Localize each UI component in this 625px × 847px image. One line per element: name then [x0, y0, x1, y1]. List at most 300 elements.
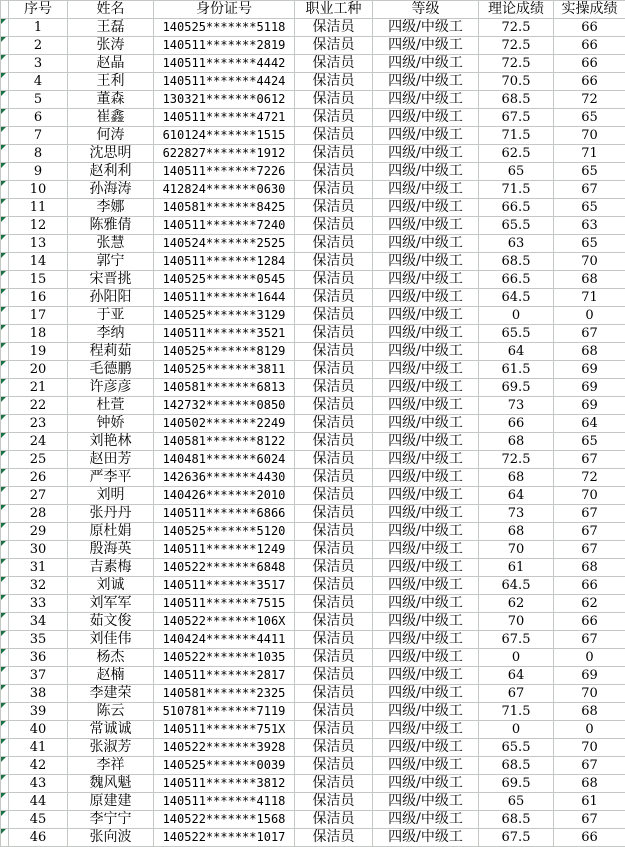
cell-name[interactable]: 许彦彦	[68, 379, 154, 397]
cell-name[interactable]: 李娜	[68, 199, 154, 217]
cell-index[interactable]: 45	[9, 811, 68, 829]
cell-occupation[interactable]: 保洁员	[295, 523, 373, 541]
cell-practical-score[interactable]: 66	[554, 37, 625, 55]
cell-id-number[interactable]: 140511*******1249	[154, 541, 295, 559]
error-indicator-cell[interactable]	[1, 685, 9, 703]
cell-level[interactable]: 四级/中级工	[373, 235, 479, 253]
cell-index[interactable]: 37	[9, 667, 68, 685]
cell-index[interactable]: 18	[9, 325, 68, 343]
cell-index[interactable]: 9	[9, 163, 68, 181]
cell-theory-score[interactable]: 68.5	[479, 811, 554, 829]
cell-theory-score[interactable]: 72.5	[479, 37, 554, 55]
cell-practical-score[interactable]: 67	[554, 181, 625, 199]
cell-occupation[interactable]: 保洁员	[295, 757, 373, 775]
cell-theory-score[interactable]: 73	[479, 505, 554, 523]
cell-theory-score[interactable]: 69.5	[479, 775, 554, 793]
cell-occupation[interactable]: 保洁员	[295, 91, 373, 109]
cell-id-number[interactable]: 140522*******6848	[154, 559, 295, 577]
cell-index[interactable]: 20	[9, 361, 68, 379]
cell-id-number[interactable]: 140522*******1017	[154, 829, 295, 847]
cell-id-number[interactable]: 140581*******8425	[154, 199, 295, 217]
cell-practical-score[interactable]: 66	[554, 55, 625, 73]
cell-occupation[interactable]: 保洁员	[295, 469, 373, 487]
cell-name[interactable]: 郭宁	[68, 253, 154, 271]
cell-theory-score[interactable]: 72.5	[479, 19, 554, 37]
cell-occupation[interactable]: 保洁员	[295, 37, 373, 55]
col-header-occupation[interactable]: 职业工种	[295, 1, 373, 19]
cell-level[interactable]: 四级/中级工	[373, 379, 479, 397]
cell-occupation[interactable]: 保洁员	[295, 433, 373, 451]
cell-theory-score[interactable]: 64	[479, 343, 554, 361]
cell-index[interactable]: 25	[9, 451, 68, 469]
cell-occupation[interactable]: 保洁员	[295, 199, 373, 217]
cell-occupation[interactable]: 保洁员	[295, 181, 373, 199]
cell-theory-score[interactable]: 67	[479, 685, 554, 703]
cell-practical-score[interactable]: 65	[554, 235, 625, 253]
cell-theory-score[interactable]: 70	[479, 613, 554, 631]
cell-practical-score[interactable]: 65	[554, 199, 625, 217]
cell-id-number[interactable]: 142636*******4430	[154, 469, 295, 487]
cell-practical-score[interactable]: 66	[554, 577, 625, 595]
error-indicator-cell[interactable]	[1, 829, 9, 847]
cell-index[interactable]: 29	[9, 523, 68, 541]
cell-name[interactable]: 刘艳林	[68, 433, 154, 451]
cell-theory-score[interactable]: 70.5	[479, 73, 554, 91]
cell-theory-score[interactable]: 71.5	[479, 181, 554, 199]
cell-name[interactable]: 程莉茹	[68, 343, 154, 361]
error-indicator-cell[interactable]	[1, 55, 9, 73]
cell-practical-score[interactable]: 68	[554, 775, 625, 793]
cell-practical-score[interactable]: 67	[554, 451, 625, 469]
cell-index[interactable]: 32	[9, 577, 68, 595]
cell-theory-score[interactable]: 71.5	[479, 703, 554, 721]
cell-name[interactable]: 严李平	[68, 469, 154, 487]
cell-occupation[interactable]: 保洁员	[295, 271, 373, 289]
error-indicator-cell[interactable]	[1, 397, 9, 415]
cell-occupation[interactable]: 保洁员	[295, 19, 373, 37]
cell-index[interactable]: 38	[9, 685, 68, 703]
cell-name[interactable]: 李建荣	[68, 685, 154, 703]
cell-level[interactable]: 四级/中级工	[373, 523, 479, 541]
cell-theory-score[interactable]: 62	[479, 595, 554, 613]
cell-occupation[interactable]: 保洁员	[295, 793, 373, 811]
cell-practical-score[interactable]: 72	[554, 469, 625, 487]
cell-practical-score[interactable]: 70	[554, 685, 625, 703]
cell-level[interactable]: 四级/中级工	[373, 487, 479, 505]
cell-index[interactable]: 24	[9, 433, 68, 451]
cell-practical-score[interactable]: 67	[554, 757, 625, 775]
cell-theory-score[interactable]: 65	[479, 793, 554, 811]
cell-theory-score[interactable]: 67.5	[479, 631, 554, 649]
cell-name[interactable]: 李祥	[68, 757, 154, 775]
cell-index[interactable]: 41	[9, 739, 68, 757]
cell-level[interactable]: 四级/中级工	[373, 127, 479, 145]
cell-name[interactable]: 陈云	[68, 703, 154, 721]
cell-level[interactable]: 四级/中级工	[373, 775, 479, 793]
cell-id-number[interactable]: 140525*******5118	[154, 19, 295, 37]
cell-index[interactable]: 8	[9, 145, 68, 163]
cell-name[interactable]: 张慧	[68, 235, 154, 253]
error-indicator-cell[interactable]	[1, 145, 9, 163]
error-indicator-cell[interactable]	[1, 217, 9, 235]
cell-theory-score[interactable]: 61.5	[479, 361, 554, 379]
cell-theory-score[interactable]: 64	[479, 667, 554, 685]
error-indicator-cell[interactable]	[1, 199, 9, 217]
error-indicator-cell[interactable]	[1, 289, 9, 307]
error-indicator-cell[interactable]	[1, 595, 9, 613]
cell-name[interactable]: 王磊	[68, 19, 154, 37]
cell-theory-score[interactable]: 72.5	[479, 451, 554, 469]
cell-index[interactable]: 5	[9, 91, 68, 109]
error-indicator-cell[interactable]	[1, 577, 9, 595]
cell-level[interactable]: 四级/中级工	[373, 19, 479, 37]
error-indicator-cell[interactable]	[1, 631, 9, 649]
cell-id-number[interactable]: 140511*******4424	[154, 73, 295, 91]
cell-practical-score[interactable]: 65	[554, 433, 625, 451]
error-indicator-cell[interactable]	[1, 325, 9, 343]
cell-index[interactable]: 27	[9, 487, 68, 505]
cell-theory-score[interactable]: 66	[479, 415, 554, 433]
cell-level[interactable]: 四级/中级工	[373, 163, 479, 181]
error-indicator-cell[interactable]	[1, 649, 9, 667]
cell-name[interactable]: 原杜娟	[68, 523, 154, 541]
cell-level[interactable]: 四级/中级工	[373, 73, 479, 91]
cell-index[interactable]: 16	[9, 289, 68, 307]
cell-id-number[interactable]: 140511*******4442	[154, 55, 295, 73]
cell-theory-score[interactable]: 68.5	[479, 757, 554, 775]
cell-name[interactable]: 殷海英	[68, 541, 154, 559]
cell-level[interactable]: 四级/中级工	[373, 829, 479, 847]
cell-occupation[interactable]: 保洁员	[295, 127, 373, 145]
cell-name[interactable]: 刘佳伟	[68, 631, 154, 649]
cell-level[interactable]: 四级/中级工	[373, 631, 479, 649]
cell-level[interactable]: 四级/中级工	[373, 415, 479, 433]
cell-id-number[interactable]: 140525*******3129	[154, 307, 295, 325]
cell-index[interactable]: 42	[9, 757, 68, 775]
cell-id-number[interactable]: 140511*******6866	[154, 505, 295, 523]
cell-name[interactable]: 赵晶	[68, 55, 154, 73]
col-header-theory-score[interactable]: 理论成绩	[479, 1, 554, 19]
cell-index[interactable]: 36	[9, 649, 68, 667]
cell-occupation[interactable]: 保洁员	[295, 685, 373, 703]
cell-index[interactable]: 34	[9, 613, 68, 631]
cell-index[interactable]: 1	[9, 19, 68, 37]
cell-index[interactable]: 19	[9, 343, 68, 361]
error-indicator-cell[interactable]	[1, 775, 9, 793]
cell-id-number[interactable]: 140581*******6813	[154, 379, 295, 397]
cell-practical-score[interactable]: 68	[554, 703, 625, 721]
cell-index[interactable]: 17	[9, 307, 68, 325]
cell-index[interactable]: 12	[9, 217, 68, 235]
cell-occupation[interactable]: 保洁员	[295, 505, 373, 523]
cell-id-number[interactable]: 140524*******2525	[154, 235, 295, 253]
cell-practical-score[interactable]: 70	[554, 127, 625, 145]
cell-theory-score[interactable]: 62.5	[479, 145, 554, 163]
cell-occupation[interactable]: 保洁员	[295, 487, 373, 505]
cell-theory-score[interactable]: 0	[479, 721, 554, 739]
cell-occupation[interactable]: 保洁员	[295, 343, 373, 361]
error-indicator-cell[interactable]	[1, 73, 9, 91]
error-indicator-cell[interactable]	[1, 253, 9, 271]
cell-id-number[interactable]: 140426*******2010	[154, 487, 295, 505]
cell-occupation[interactable]: 保洁员	[295, 55, 373, 73]
cell-practical-score[interactable]: 72	[554, 91, 625, 109]
cell-index[interactable]: 13	[9, 235, 68, 253]
cell-name[interactable]: 陈雅倩	[68, 217, 154, 235]
cell-practical-score[interactable]: 67	[554, 523, 625, 541]
cell-name[interactable]: 茹文俊	[68, 613, 154, 631]
cell-occupation[interactable]: 保洁员	[295, 451, 373, 469]
cell-occupation[interactable]: 保洁员	[295, 541, 373, 559]
cell-practical-score[interactable]: 61	[554, 793, 625, 811]
error-indicator-cell[interactable]	[1, 379, 9, 397]
error-indicator-cell[interactable]	[1, 757, 9, 775]
cell-level[interactable]: 四级/中级工	[373, 613, 479, 631]
error-indicator-cell[interactable]	[1, 541, 9, 559]
cell-level[interactable]: 四级/中级工	[373, 199, 479, 217]
cell-index[interactable]: 6	[9, 109, 68, 127]
cell-index[interactable]: 23	[9, 415, 68, 433]
cell-id-number[interactable]: 140511*******1644	[154, 289, 295, 307]
col-header-level[interactable]: 等级	[373, 1, 479, 19]
error-indicator-cell[interactable]	[1, 721, 9, 739]
cell-id-number[interactable]: 140522*******1568	[154, 811, 295, 829]
cell-name[interactable]: 原建建	[68, 793, 154, 811]
col-header-index[interactable]: 序号	[9, 1, 68, 19]
cell-occupation[interactable]: 保洁员	[295, 235, 373, 253]
cell-theory-score[interactable]: 0	[479, 307, 554, 325]
cell-name[interactable]: 刘军军	[68, 595, 154, 613]
cell-level[interactable]: 四级/中级工	[373, 469, 479, 487]
cell-name[interactable]: 吉素梅	[68, 559, 154, 577]
cell-occupation[interactable]: 保洁员	[295, 361, 373, 379]
error-indicator-cell[interactable]	[1, 127, 9, 145]
cell-practical-score[interactable]: 67	[554, 541, 625, 559]
cell-index[interactable]: 43	[9, 775, 68, 793]
cell-practical-score[interactable]: 69	[554, 667, 625, 685]
cell-name[interactable]: 崔鑫	[68, 109, 154, 127]
cell-theory-score[interactable]: 67.5	[479, 829, 554, 847]
cell-name[interactable]: 赵利利	[68, 163, 154, 181]
cell-name[interactable]: 毛德鹏	[68, 361, 154, 379]
cell-theory-score[interactable]: 65	[479, 163, 554, 181]
error-indicator-cell[interactable]	[1, 181, 9, 199]
cell-level[interactable]: 四级/中级工	[373, 577, 479, 595]
cell-index[interactable]: 46	[9, 829, 68, 847]
cell-id-number[interactable]: 140511*******1284	[154, 253, 295, 271]
cell-id-number[interactable]: 140511*******2819	[154, 37, 295, 55]
cell-level[interactable]: 四级/中级工	[373, 541, 479, 559]
cell-index[interactable]: 22	[9, 397, 68, 415]
cell-index[interactable]: 26	[9, 469, 68, 487]
cell-theory-score[interactable]: 67.5	[479, 109, 554, 127]
cell-id-number[interactable]: 140511*******3521	[154, 325, 295, 343]
cell-name[interactable]: 张丹丹	[68, 505, 154, 523]
cell-name[interactable]: 王利	[68, 73, 154, 91]
cell-occupation[interactable]: 保洁员	[295, 631, 373, 649]
cell-index[interactable]: 39	[9, 703, 68, 721]
cell-id-number[interactable]: 140424*******4411	[154, 631, 295, 649]
cell-level[interactable]: 四级/中级工	[373, 685, 479, 703]
cell-occupation[interactable]: 保洁员	[295, 289, 373, 307]
cell-level[interactable]: 四级/中级工	[373, 559, 479, 577]
cell-occupation[interactable]: 保洁员	[295, 163, 373, 181]
cell-occupation[interactable]: 保洁员	[295, 721, 373, 739]
cell-name[interactable]: 孙阳阳	[68, 289, 154, 307]
cell-level[interactable]: 四级/中级工	[373, 757, 479, 775]
cell-id-number[interactable]: 142732*******0850	[154, 397, 295, 415]
cell-practical-score[interactable]: 68	[554, 271, 625, 289]
cell-index[interactable]: 31	[9, 559, 68, 577]
cell-level[interactable]: 四级/中级工	[373, 307, 479, 325]
error-indicator-cell[interactable]	[1, 271, 9, 289]
cell-index[interactable]: 15	[9, 271, 68, 289]
cell-occupation[interactable]: 保洁员	[295, 307, 373, 325]
cell-name[interactable]: 杨杰	[68, 649, 154, 667]
cell-occupation[interactable]: 保洁员	[295, 613, 373, 631]
cell-level[interactable]: 四级/中级工	[373, 361, 479, 379]
cell-index[interactable]: 35	[9, 631, 68, 649]
cell-index[interactable]: 2	[9, 37, 68, 55]
cell-practical-score[interactable]: 0	[554, 721, 625, 739]
cell-name[interactable]: 于亚	[68, 307, 154, 325]
error-indicator-cell[interactable]	[1, 559, 9, 577]
cell-name[interactable]: 赵楠	[68, 667, 154, 685]
error-indicator-cell[interactable]	[1, 451, 9, 469]
cell-id-number[interactable]: 412824*******0630	[154, 181, 295, 199]
cell-theory-score[interactable]: 68.5	[479, 91, 554, 109]
cell-level[interactable]: 四级/中级工	[373, 595, 479, 613]
cell-occupation[interactable]: 保洁员	[295, 109, 373, 127]
cell-practical-score[interactable]: 68	[554, 343, 625, 361]
cell-id-number[interactable]: 140511*******751X	[154, 721, 295, 739]
cell-name[interactable]: 刘明	[68, 487, 154, 505]
cell-name[interactable]: 何涛	[68, 127, 154, 145]
cell-occupation[interactable]: 保洁员	[295, 253, 373, 271]
cell-name[interactable]: 赵田芳	[68, 451, 154, 469]
cell-theory-score[interactable]: 64.5	[479, 289, 554, 307]
cell-id-number[interactable]: 140511*******3517	[154, 577, 295, 595]
cell-index[interactable]: 30	[9, 541, 68, 559]
cell-level[interactable]: 四级/中级工	[373, 793, 479, 811]
cell-occupation[interactable]: 保洁员	[295, 559, 373, 577]
cell-occupation[interactable]: 保洁员	[295, 649, 373, 667]
cell-practical-score[interactable]: 65	[554, 109, 625, 127]
cell-occupation[interactable]: 保洁员	[295, 73, 373, 91]
cell-level[interactable]: 四级/中级工	[373, 721, 479, 739]
cell-level[interactable]: 四级/中级工	[373, 505, 479, 523]
cell-occupation[interactable]: 保洁员	[295, 703, 373, 721]
cell-level[interactable]: 四级/中级工	[373, 181, 479, 199]
cell-index[interactable]: 10	[9, 181, 68, 199]
cell-practical-score[interactable]: 70	[554, 739, 625, 757]
cell-theory-score[interactable]: 68	[479, 469, 554, 487]
cell-id-number[interactable]: 140581*******8122	[154, 433, 295, 451]
cell-practical-score[interactable]: 71	[554, 145, 625, 163]
error-indicator-cell[interactable]	[1, 37, 9, 55]
cell-practical-score[interactable]: 66	[554, 829, 625, 847]
cell-theory-score[interactable]: 69.5	[479, 379, 554, 397]
cell-practical-score[interactable]: 69	[554, 361, 625, 379]
error-indicator-cell[interactable]	[1, 739, 9, 757]
cell-theory-score[interactable]: 73	[479, 397, 554, 415]
cell-index[interactable]: 44	[9, 793, 68, 811]
cell-id-number[interactable]: 140525*******3811	[154, 361, 295, 379]
error-indicator-cell[interactable]	[1, 469, 9, 487]
cell-name[interactable]: 钟娇	[68, 415, 154, 433]
cell-theory-score[interactable]: 63	[479, 235, 554, 253]
cell-level[interactable]: 四级/中级工	[373, 811, 479, 829]
cell-name[interactable]: 李纳	[68, 325, 154, 343]
cell-index[interactable]: 11	[9, 199, 68, 217]
cell-level[interactable]: 四级/中级工	[373, 703, 479, 721]
error-indicator-cell[interactable]	[1, 523, 9, 541]
cell-id-number[interactable]: 140511*******7240	[154, 217, 295, 235]
cell-id-number[interactable]: 140525*******8129	[154, 343, 295, 361]
cell-practical-score[interactable]: 63	[554, 217, 625, 235]
error-indicator-cell[interactable]	[1, 433, 9, 451]
cell-name[interactable]: 张向波	[68, 829, 154, 847]
cell-index[interactable]: 21	[9, 379, 68, 397]
cell-name[interactable]: 孙海涛	[68, 181, 154, 199]
cell-practical-score[interactable]: 67	[554, 811, 625, 829]
error-indicator-cell[interactable]	[1, 19, 9, 37]
cell-id-number[interactable]: 140525*******0039	[154, 757, 295, 775]
cell-level[interactable]: 四级/中级工	[373, 109, 479, 127]
cell-id-number[interactable]: 140481*******6024	[154, 451, 295, 469]
cell-practical-score[interactable]: 70	[554, 487, 625, 505]
cell-id-number[interactable]: 140525*******5120	[154, 523, 295, 541]
cell-level[interactable]: 四级/中级工	[373, 145, 479, 163]
cell-practical-score[interactable]: 62	[554, 595, 625, 613]
cell-name[interactable]: 常诚诚	[68, 721, 154, 739]
cell-name[interactable]: 魏风魁	[68, 775, 154, 793]
cell-index[interactable]: 7	[9, 127, 68, 145]
cell-occupation[interactable]: 保洁员	[295, 217, 373, 235]
col-header-name[interactable]: 姓名	[68, 1, 154, 19]
cell-practical-score[interactable]: 71	[554, 289, 625, 307]
cell-theory-score[interactable]: 68.5	[479, 253, 554, 271]
cell-level[interactable]: 四级/中级工	[373, 55, 479, 73]
cell-index[interactable]: 14	[9, 253, 68, 271]
cell-occupation[interactable]: 保洁员	[295, 577, 373, 595]
cell-occupation[interactable]: 保洁员	[295, 415, 373, 433]
cell-name[interactable]: 张淑芳	[68, 739, 154, 757]
cell-theory-score[interactable]: 65.5	[479, 739, 554, 757]
cell-name[interactable]: 刘诚	[68, 577, 154, 595]
cell-theory-score[interactable]: 0	[479, 649, 554, 667]
cell-id-number[interactable]: 140522*******106X	[154, 613, 295, 631]
cell-id-number[interactable]: 140502*******2249	[154, 415, 295, 433]
error-indicator-column-header[interactable]	[1, 1, 9, 19]
cell-theory-score[interactable]: 71.5	[479, 127, 554, 145]
cell-practical-score[interactable]: 68	[554, 559, 625, 577]
cell-name[interactable]: 宋晋挑	[68, 271, 154, 289]
cell-id-number[interactable]: 140511*******4118	[154, 793, 295, 811]
cell-id-number[interactable]: 622827*******1912	[154, 145, 295, 163]
cell-level[interactable]: 四级/中级工	[373, 451, 479, 469]
cell-id-number[interactable]: 140522*******3928	[154, 739, 295, 757]
cell-occupation[interactable]: 保洁员	[295, 397, 373, 415]
cell-id-number[interactable]: 140511*******7515	[154, 595, 295, 613]
error-indicator-cell[interactable]	[1, 613, 9, 631]
cell-level[interactable]: 四级/中级工	[373, 343, 479, 361]
cell-practical-score[interactable]: 64	[554, 415, 625, 433]
error-indicator-cell[interactable]	[1, 109, 9, 127]
cell-practical-score[interactable]: 67	[554, 631, 625, 649]
cell-id-number[interactable]: 130321*******0612	[154, 91, 295, 109]
error-indicator-cell[interactable]	[1, 505, 9, 523]
